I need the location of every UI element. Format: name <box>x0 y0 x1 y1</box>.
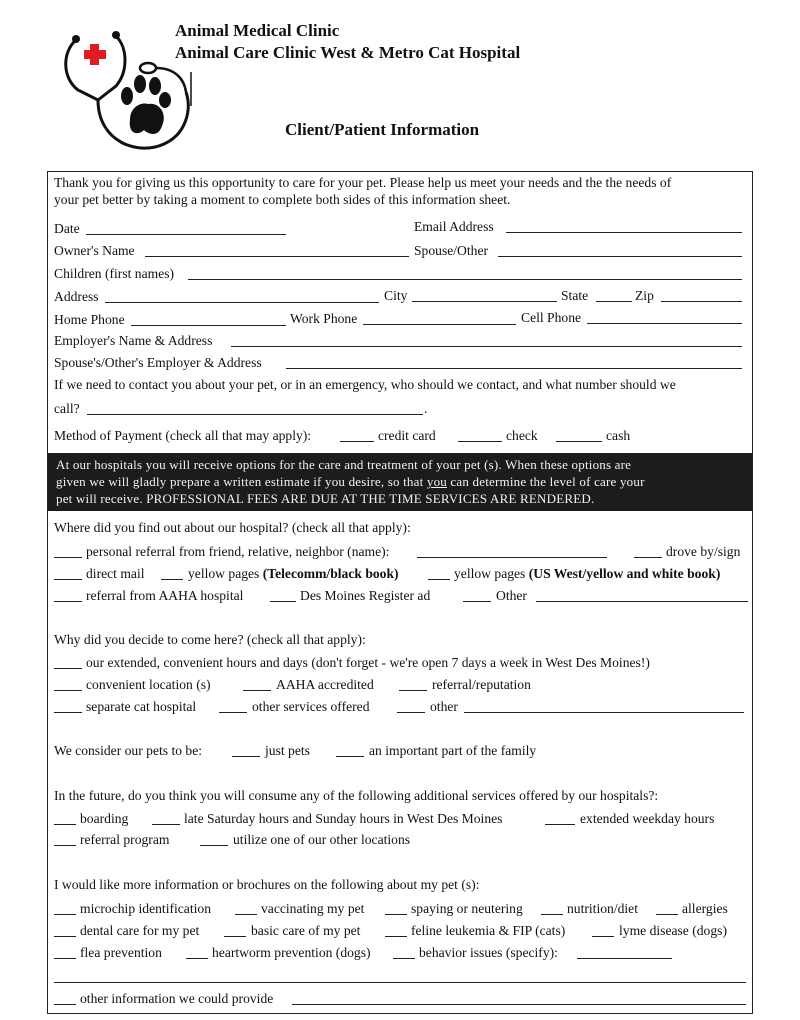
nutrition-label: nutrition/diet <box>567 901 638 916</box>
just-pets-label: just pets <box>265 743 310 758</box>
banner-line-2a: given we will gladly prepare a written estimate if you desire, so that <box>56 474 427 489</box>
address-field[interactable] <box>105 302 379 303</box>
email-field[interactable] <box>506 232 742 233</box>
referral-program-checkbox[interactable] <box>54 845 76 846</box>
intro-line-1: Thank you for giving us this opportunity to care for your pet. Please help us meet your needs and the the needs of <box>54 175 672 190</box>
vaccinating-checkbox[interactable] <box>235 914 257 915</box>
contact-field[interactable] <box>87 414 423 415</box>
future-question: In the future, do you think you will consume any of the following additional services offered by our hospitals?: <box>54 788 659 803</box>
vaccinating-label: vaccinating my pet <box>261 901 365 916</box>
aaha-referral-label: referral from AAHA hospital <box>86 588 244 603</box>
extra-line[interactable] <box>54 982 746 983</box>
personal-referral-label: personal referral from friend, relative, neighbor (name): <box>86 544 390 559</box>
weekday-checkbox[interactable] <box>545 824 575 825</box>
state-label: State <box>561 288 589 303</box>
cell-phone-field[interactable] <box>587 323 742 324</box>
fees-banner <box>48 453 752 511</box>
spouse-field[interactable] <box>498 256 742 257</box>
personal-referral-checkbox[interactable] <box>54 557 82 558</box>
find-out-question: Where did you find out about our hospital? (check all that apply): <box>54 520 411 535</box>
yellow-pages-uswest-label <box>454 566 720 582</box>
basic-care-label: basic care of my pet <box>251 923 361 938</box>
other-info-checkbox[interactable] <box>54 1004 76 1005</box>
drove-by-checkbox[interactable] <box>634 557 662 558</box>
microchip-label: microchip identification <box>80 901 211 916</box>
cat-hospital-label: separate cat hospital <box>86 699 197 714</box>
email-label: Email Address <box>414 219 494 234</box>
why-other-label: other <box>430 699 458 714</box>
date-label: Date <box>54 221 80 236</box>
yp1-text: yellow pages <box>188 566 263 581</box>
register-ad-checkbox[interactable] <box>270 601 296 602</box>
behavior-field[interactable] <box>577 958 672 959</box>
yellow-pages-uswest-checkbox[interactable] <box>428 579 450 580</box>
boarding-label: boarding <box>80 811 129 826</box>
other-info-field[interactable] <box>292 1004 746 1005</box>
date-field[interactable] <box>86 234 286 235</box>
yp2-bold-text: (US West/yellow and white book) <box>528 566 721 581</box>
banner-line-1: At our hospitals you will receive options for the care and treatment of your pet (s). When these options are <box>56 457 632 472</box>
clinic-line-2: Animal Care Clinic West & Metro Cat Hospital <box>175 43 521 62</box>
services-label: other services offered <box>252 699 370 714</box>
contact-question: If we need to contact you about your pet, or in an emergency, who should we contact, and what number should we <box>54 377 676 392</box>
location-checkbox[interactable] <box>54 690 82 691</box>
feline-label: feline leukemia & FIP (cats) <box>411 923 566 938</box>
microchip-checkbox[interactable] <box>54 914 76 915</box>
spouse-employer-label: Spouse's/Other's Employer & Address <box>54 355 262 370</box>
other-source-checkbox[interactable] <box>463 601 491 602</box>
clinic-line-1: Animal Medical Clinic <box>175 21 340 40</box>
family-checkbox[interactable] <box>336 756 364 757</box>
hours-checkbox[interactable] <box>54 668 82 669</box>
behavior-label: behavior issues (specify): <box>419 945 558 960</box>
state-field[interactable] <box>596 301 632 302</box>
other-info-label: other information we could provide <box>80 991 274 1006</box>
clinic-name <box>175 20 520 64</box>
contact-question-call: call? <box>54 401 80 416</box>
direct-mail-label: direct mail <box>86 566 145 581</box>
spaying-checkbox[interactable] <box>385 914 407 915</box>
yellow-pages-telecomm-label <box>188 566 399 582</box>
owner-label: Owner's Name <box>54 243 135 258</box>
credit-card-checkbox[interactable] <box>340 441 374 442</box>
spouse-employer-field[interactable] <box>286 368 742 369</box>
why-question: Why did you decide to come here? (check all that apply): <box>54 632 366 647</box>
check-label: check <box>506 428 538 443</box>
lyme-checkbox[interactable] <box>592 936 614 937</box>
location-label: convenient location (s) <box>86 677 211 692</box>
register-ad-label: Des Moines Register ad <box>300 588 431 603</box>
why-other-field[interactable] <box>464 712 744 713</box>
family-label: an important part of the family <box>369 743 537 758</box>
heartworm-checkbox[interactable] <box>186 958 208 959</box>
yp1-bold-text: (Telecomm/black book) <box>262 566 399 581</box>
hours-label: our extended, convenient hours and days (don't forget - we're open 7 days a week in West Des Moines!) <box>86 655 650 670</box>
yp2-text: yellow pages <box>454 566 529 581</box>
address-label: Address <box>54 289 99 304</box>
banner-line-2u: you <box>426 474 447 489</box>
behavior-checkbox[interactable] <box>393 958 415 959</box>
owner-field[interactable] <box>145 256 409 257</box>
employer-field[interactable] <box>231 346 742 347</box>
payment-label: Method of Payment (check all that may apply): <box>54 428 312 443</box>
work-phone-field[interactable] <box>363 324 516 325</box>
weekday-label: extended weekday hours <box>580 811 715 826</box>
other-locations-label: utilize one of our other locations <box>233 832 411 847</box>
nutrition-checkbox[interactable] <box>541 914 563 915</box>
saturday-label: late Saturday hours and Sunday hours in West Des Moines <box>184 811 503 826</box>
info-question: I would like more information or brochures on the following about my pet (s): <box>54 877 480 892</box>
cash-checkbox[interactable] <box>556 441 602 442</box>
home-phone-field[interactable] <box>131 325 286 326</box>
flea-label: flea prevention <box>80 945 162 960</box>
banner-line-2b: can determine the level of care your <box>446 474 645 489</box>
spaying-label: spaying or neutering <box>411 901 523 916</box>
why-other-checkbox[interactable] <box>397 712 425 713</box>
zip-label: Zip <box>635 288 654 303</box>
credit-card-label: credit card <box>378 428 436 443</box>
allergies-checkbox[interactable] <box>656 914 678 915</box>
flea-checkbox[interactable] <box>54 958 76 959</box>
children-label: Children (first names) <box>54 266 175 281</box>
cat-hospital-checkbox[interactable] <box>54 712 82 713</box>
aaha-checkbox[interactable] <box>243 690 271 691</box>
services-checkbox[interactable] <box>219 712 247 713</box>
reputation-checkbox[interactable] <box>399 690 427 691</box>
banner-line-3: pet will receive. PROFESSIONAL FEES ARE DUE AT THE TIME SERVICES ARE RENDERED. <box>56 491 595 506</box>
city-field[interactable] <box>412 301 557 302</box>
city-label: City <box>384 288 408 303</box>
referral-program-label: referral program <box>80 832 170 847</box>
aaha-label: AAHA accredited <box>276 677 374 692</box>
heartworm-label: heartworm prevention (dogs) <box>212 945 371 960</box>
other-source-label: Other <box>496 588 527 603</box>
yellow-pages-telecomm-checkbox[interactable] <box>161 579 183 580</box>
cell-phone-label: Cell Phone <box>521 310 582 325</box>
saturday-checkbox[interactable] <box>152 824 180 825</box>
allergies-label: allergies <box>682 901 728 916</box>
home-phone-label: Home Phone <box>54 312 125 327</box>
reputation-label: referral/reputation <box>432 677 531 692</box>
zip-field[interactable] <box>661 301 742 302</box>
banner-line-2 <box>56 474 645 490</box>
cash-label: cash <box>606 428 631 443</box>
other-locations-checkbox[interactable] <box>200 845 228 846</box>
work-phone-label: Work Phone <box>290 311 358 326</box>
employer-label: Employer's Name & Address <box>54 333 213 348</box>
basic-care-checkbox[interactable] <box>224 936 246 937</box>
check-checkbox[interactable] <box>458 441 502 442</box>
direct-mail-checkbox[interactable] <box>54 579 82 580</box>
intro-line-2: your pet better by taking a moment to complete both sides of this information sheet. <box>54 192 511 207</box>
referral-name-field[interactable] <box>417 557 607 558</box>
boarding-checkbox[interactable] <box>54 824 76 825</box>
other-source-field[interactable] <box>536 601 748 602</box>
aaha-referral-checkbox[interactable] <box>54 601 82 602</box>
dental-checkbox[interactable] <box>54 936 76 937</box>
pets-question: We consider our pets to be: <box>54 743 203 758</box>
children-field[interactable] <box>188 279 742 280</box>
dental-label: dental care for my pet <box>80 923 200 938</box>
page-title: Client/Patient Information <box>285 120 480 139</box>
contact-period: . <box>424 401 428 416</box>
spouse-label: Spouse/Other <box>414 243 489 258</box>
just-pets-checkbox[interactable] <box>232 756 260 757</box>
feline-checkbox[interactable] <box>385 936 407 937</box>
drove-by-label: drove by/sign <box>666 544 741 559</box>
lyme-label: lyme disease (dogs) <box>619 923 727 938</box>
